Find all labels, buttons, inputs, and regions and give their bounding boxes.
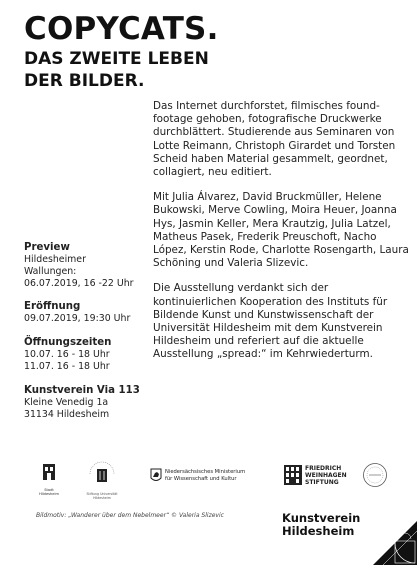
venue-line: Kleine Venedig 1a [24,396,109,408]
stadt-logo-text: Stadt Hildesheim [38,488,60,496]
ministry-line: Niedersächsisches Ministerium [165,469,246,475]
exhibition-title: COPYCATS. [24,11,219,47]
opening-hours-line: 11.07. 16 - 18 Uhr [24,360,110,372]
weinhagen-line: WEINHAGEN [305,472,347,479]
kunstverein-word: Kunstverein [282,511,361,525]
venue-line: 31134 Hildesheim [24,408,110,420]
exhibition-subtitle [24,48,209,92]
venue-block [24,384,149,421]
weinhagen-line: FRIEDRICH [305,465,342,472]
opening-block [24,300,149,325]
city-crest-icon [34,462,64,484]
venue-heading: Kunstverein Via 113 [24,384,140,396]
opening-hours-line: 10.07. 16 - 18 Uhr [24,349,110,361]
horse-crest-icon [150,468,162,484]
round-seal-logo [362,462,388,492]
subtitle-line-2: DER BILDER. [24,71,145,91]
artists-paragraph: Mit Julia Álvarez, David Bruckmüller, Helene Bukowski, Merve Cowling, Moira Heuer, Joanna Hys, Jasmin Keller, Mera Krautzig, Julia Latzel, Matheus Pasek, Frederik Preuschoft, Nacho López, Kerstin Rode, Charlotte Rosengarth, Laura Schöning und Valeria Slizevic. [153,191,409,270]
opening-hours-heading: Öffnungszeiten [24,337,112,349]
university-logo [86,458,118,500]
university-seal-icon [86,458,118,488]
university-logo-text: Stiftung Universität Hildesheim [86,492,118,500]
event-info [24,241,149,431]
opening-hours-block [24,336,149,373]
preview-heading: Preview [24,242,70,253]
ministry-line: für Wissenschaft und Kultur [165,476,237,482]
preview-line: 06.07.2019, 16 -22 Uhr [24,277,134,289]
sponsor-logos [0,458,417,508]
stadt-hildesheim-logo [34,462,64,496]
hildesheim-word: Hildesheim [282,524,355,538]
weinhagen-line: STIFTUNG [305,479,339,486]
preview-block [24,241,149,289]
kunstverein-wordmark [282,512,360,538]
grid-mark-icon [284,465,302,485]
opening-heading: Eröffnung [24,301,81,313]
preview-line: Wallungen: [24,265,77,277]
subtitle-line-1: DAS ZWEITE LEBEN [24,49,209,69]
main-text [153,100,409,374]
circular-seal-icon [362,462,388,488]
cooperation-paragraph: Die Ausstellung verdankt sich der kontinuierlichen Kooperation des Instituts für Bildende Kunst und Kunstwissenschaft der Universität Hildesheim mit dem Kunstverein Hildesheim und referiert auf die aktuelle Ausstellung „spread:“ im Kehrwiederturm. [153,282,388,361]
intro-paragraph: Das Internet durchforstet, filmisches found-footage gehoben, fotografische Druckwerke durchblättert. Studierende aus Seminaren von Lotte Reimann, Christoph Girardet und Torsten Scheid haben Material gesammelt, geordnet, collagiert, neu editiert. [153,100,396,179]
opening-line: 09.07.2019, 19:30 Uhr [24,313,131,325]
golden-spiral-corner-icon [373,515,417,565]
image-credit-caption: Bildmotiv: „Wanderer über dem Nebelmeer“ © Valeria Slizevic [36,512,224,519]
preview-line: Hildesheimer [24,254,86,265]
